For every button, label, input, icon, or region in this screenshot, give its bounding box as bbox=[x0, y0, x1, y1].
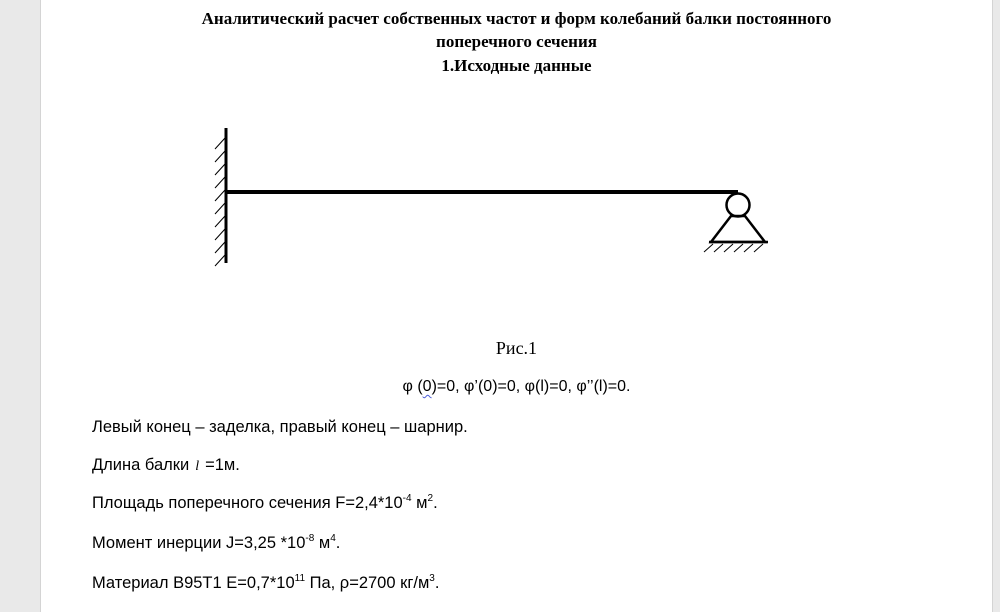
inertia-unit-exponent: 4 bbox=[330, 533, 336, 544]
area-exponent: -4 bbox=[402, 493, 412, 504]
bc-part-3: )=0, φ’(0)=0, φ(l)=0, φ’’(l)=0. bbox=[431, 378, 631, 395]
length-label: Длина балки bbox=[92, 456, 190, 474]
bc-part-1: φ ( bbox=[402, 378, 423, 395]
title-line-2: поперечного сечения bbox=[436, 32, 597, 51]
inertia-exponent: -8 bbox=[305, 533, 315, 544]
inertia-end: . bbox=[335, 534, 341, 552]
length-value: =1м. bbox=[205, 456, 240, 474]
area-unit-exponent: 2 bbox=[427, 493, 434, 504]
title-line-1: Аналитический расчет собственных частот и форм колебаний балки постоянного bbox=[201, 9, 832, 28]
cross-section-area bbox=[92, 494, 438, 513]
inertia-text: Момент инерции J=3,25 *10 bbox=[92, 534, 306, 552]
section-heading: 1.Исходные данные bbox=[441, 56, 592, 75]
fixed-wall-support bbox=[215, 128, 226, 266]
material-properties bbox=[92, 574, 439, 593]
material-end: . bbox=[434, 574, 440, 592]
area-unit: м bbox=[411, 494, 428, 512]
area-end: . bbox=[433, 494, 438, 512]
material-density: Па, ρ=2700 кг/м bbox=[305, 574, 430, 592]
beam-diagram bbox=[41, 0, 992, 300]
inertia-unit: м bbox=[314, 534, 331, 552]
material-unit-exponent: 3 bbox=[429, 573, 435, 584]
length-symbol: l bbox=[195, 459, 200, 474]
beam-length bbox=[92, 456, 240, 475]
material-text: Материал В95Т1 Е=0,7*10 bbox=[92, 574, 295, 592]
moment-of-inertia bbox=[92, 534, 340, 553]
pinned-support bbox=[704, 194, 768, 253]
material-exponent: 11 bbox=[294, 573, 306, 584]
area-text: Площадь поперечного сечения F=2,4*10 bbox=[92, 494, 403, 512]
bc-part-2: 0 bbox=[422, 378, 432, 395]
figure-caption: Рис.1 bbox=[495, 338, 538, 358]
boundary-conditions bbox=[41, 378, 992, 396]
ends-description: Левый конец – заделка, правый конец – шарнир. bbox=[92, 418, 468, 436]
document-page bbox=[40, 0, 993, 612]
